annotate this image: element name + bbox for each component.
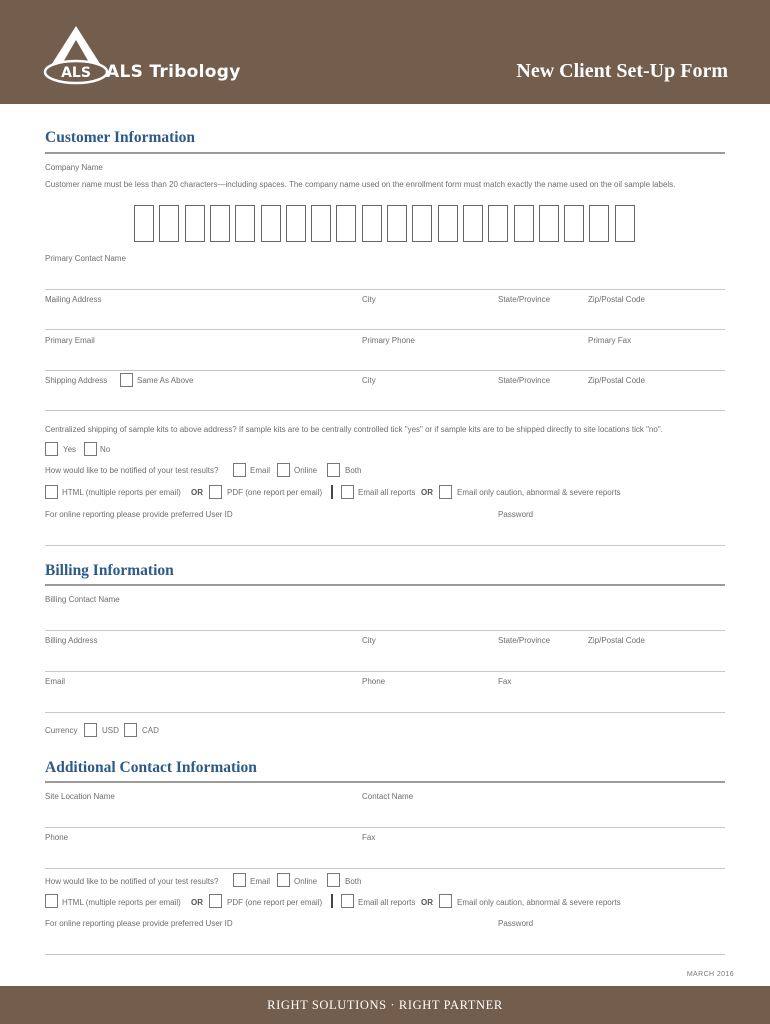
company-name-char-box[interactable] xyxy=(362,205,382,242)
company-name-char-box[interactable] xyxy=(412,205,432,242)
company-name-char-box[interactable] xyxy=(387,205,407,242)
currency-label: Currency xyxy=(45,726,78,735)
option-separator xyxy=(331,485,333,499)
usd-label: USD xyxy=(102,726,119,735)
contact-name-label: Contact Name xyxy=(362,792,414,801)
user-id-field[interactable] xyxy=(45,545,725,546)
both-notify-checkbox[interactable] xyxy=(327,463,340,477)
user-id-label: For online reporting please provide preferred User ID xyxy=(45,510,233,519)
company-name-char-box[interactable] xyxy=(210,205,230,242)
site-location-field[interactable] xyxy=(45,827,725,828)
pdf-report-checkbox[interactable] xyxy=(209,485,222,499)
billing-contact-field[interactable] xyxy=(45,630,725,631)
pdf-report-checkbox[interactable] xyxy=(209,894,222,908)
shipping-state-label: State/Province xyxy=(498,376,551,385)
html-report-label: HTML (multiple reports per email) xyxy=(62,898,181,907)
email-all-label: Email all reports xyxy=(358,488,416,497)
cad-checkbox[interactable] xyxy=(124,723,137,737)
email-caution-checkbox[interactable] xyxy=(439,894,452,908)
zip-label: Zip/Postal Code xyxy=(588,295,645,304)
mailing-address-label: Mailing Address xyxy=(45,295,102,304)
billing-email-field[interactable] xyxy=(45,712,725,713)
email-all-label: Email all reports xyxy=(358,898,416,907)
billing-fax-label: Fax xyxy=(498,677,512,686)
company-name-char-box[interactable] xyxy=(311,205,331,242)
site-location-label: Site Location Name xyxy=(45,792,115,801)
online-notify-checkbox[interactable] xyxy=(277,873,290,887)
primary-fax-label: Primary Fax xyxy=(588,336,632,345)
notify-question: How would like to be notified of your test results? xyxy=(45,877,219,886)
page-header xyxy=(0,0,770,104)
billing-zip-label: Zip/Postal Code xyxy=(588,636,645,645)
user-id-label: For online reporting please provide preferred User ID xyxy=(45,919,233,928)
additional-phone-label: Phone xyxy=(45,833,69,842)
password-label: Password xyxy=(498,919,534,928)
email-caution-checkbox[interactable] xyxy=(439,485,452,499)
billing-contact-label: Billing Contact Name xyxy=(45,595,120,604)
both-notify-label: Both xyxy=(345,877,362,886)
company-name-char-box[interactable] xyxy=(261,205,281,242)
html-report-checkbox[interactable] xyxy=(45,485,58,499)
page-footer xyxy=(0,986,770,1024)
company-name-char-box[interactable] xyxy=(514,205,534,242)
company-name-char-box[interactable] xyxy=(185,205,205,242)
or-label: OR xyxy=(421,898,433,907)
email-all-checkbox[interactable] xyxy=(341,894,354,908)
company-name-note: Customer name must be less than 20 characters—including spaces. The company name used on the enrollment form must match exactly the name used on the oil sample labels. xyxy=(45,180,676,189)
email-notify-label: Email xyxy=(250,466,271,475)
state-label: State/Province xyxy=(498,295,551,304)
company-name-char-box[interactable] xyxy=(134,205,154,242)
user-id-field[interactable] xyxy=(45,954,725,955)
company-name-char-box[interactable] xyxy=(539,205,559,242)
pdf-report-label: PDF (one report per email) xyxy=(227,898,323,907)
online-notify-checkbox[interactable] xyxy=(277,463,290,477)
company-name-char-box[interactable] xyxy=(615,205,635,242)
additional-section-title: Additional Contact Information xyxy=(45,759,257,776)
notify-question: How would like to be notified of your test results? xyxy=(45,466,219,475)
billing-city-label: City xyxy=(362,636,376,645)
or-label: OR xyxy=(191,898,203,907)
cad-label: CAD xyxy=(142,726,159,735)
email-notify-checkbox[interactable] xyxy=(233,873,246,887)
yes-checkbox[interactable] xyxy=(45,442,58,456)
shipping-address-label: Shipping Address xyxy=(45,376,108,385)
section-divider xyxy=(45,152,725,154)
company-name-label: Company Name xyxy=(45,163,103,172)
online-notify-label: Online xyxy=(294,466,318,475)
option-separator xyxy=(331,894,333,908)
same-as-above-label: Same As Above xyxy=(137,376,194,385)
company-name-char-box[interactable] xyxy=(463,205,483,242)
billing-state-label: State/Province xyxy=(498,636,551,645)
pdf-report-label: PDF (one report per email) xyxy=(227,488,323,497)
billing-email-label: Email xyxy=(45,677,66,686)
footer-tagline: RIGHT SOLUTIONS · RIGHT PARTNER xyxy=(267,998,503,1012)
billing-address-label: Billing Address xyxy=(45,636,98,645)
email-all-checkbox[interactable] xyxy=(341,485,354,499)
same-as-above-checkbox[interactable] xyxy=(120,373,133,387)
billing-phone-label: Phone xyxy=(362,677,386,686)
email-notify-checkbox[interactable] xyxy=(233,463,246,477)
shipping-address-field[interactable] xyxy=(45,410,725,411)
both-notify-checkbox[interactable] xyxy=(327,873,340,887)
company-name-char-box[interactable] xyxy=(564,205,584,242)
primary-phone-label: Primary Phone xyxy=(362,336,415,345)
primary-contact-field[interactable] xyxy=(45,289,725,290)
email-notify-label: Email xyxy=(250,877,271,886)
billing-section-title: Billing Information xyxy=(45,562,174,579)
brand-name: ALS Tribology xyxy=(106,62,241,82)
revision-date: MARCH 2016 xyxy=(686,971,734,978)
company-name-char-box[interactable] xyxy=(488,205,508,242)
customer-section-title: Customer Information xyxy=(45,129,195,146)
primary-email-field[interactable] xyxy=(45,370,725,371)
additional-fax-label: Fax xyxy=(362,833,376,842)
company-name-char-box[interactable] xyxy=(438,205,458,242)
no-label: No xyxy=(100,445,111,454)
html-report-label: HTML (multiple reports per email) xyxy=(62,488,181,497)
mailing-address-field[interactable] xyxy=(45,329,725,330)
city-label: City xyxy=(362,295,376,304)
shipping-zip-label: Zip/Postal Code xyxy=(588,376,645,385)
shipping-city-label: City xyxy=(362,376,376,385)
both-notify-label: Both xyxy=(345,466,362,475)
form-title: New Client Set-Up Form xyxy=(516,60,728,82)
centralized-shipping-note: Centralized shipping of sample kits to above address? If sample kits are to be centrally controlled tick "yes" or if sample kits are to be shipped directly to site locations tick "no". xyxy=(45,425,663,434)
usd-checkbox[interactable] xyxy=(84,723,97,737)
online-notify-label: Online xyxy=(294,877,318,886)
company-name-char-box[interactable] xyxy=(589,205,609,242)
email-caution-label: Email only caution, abnormal & severe reports xyxy=(457,898,621,907)
company-name-char-box[interactable] xyxy=(235,205,255,242)
section-divider xyxy=(45,584,725,586)
or-label: OR xyxy=(421,488,433,497)
additional-phone-field[interactable] xyxy=(45,868,725,869)
svg-text:ALS: ALS xyxy=(61,65,91,81)
or-label: OR xyxy=(191,488,203,497)
company-name-char-box[interactable] xyxy=(286,205,306,242)
primary-email-label: Primary Email xyxy=(45,336,95,345)
yes-label: Yes xyxy=(63,445,77,454)
no-checkbox[interactable] xyxy=(84,442,97,456)
primary-contact-label: Primary Contact Name xyxy=(45,254,126,263)
section-divider xyxy=(45,781,725,783)
html-report-checkbox[interactable] xyxy=(45,894,58,908)
email-caution-label: Email only caution, abnormal & severe reports xyxy=(457,488,621,497)
password-label: Password xyxy=(498,510,534,519)
company-name-char-box[interactable] xyxy=(159,205,179,242)
company-name-char-box[interactable] xyxy=(336,205,356,242)
billing-address-field[interactable] xyxy=(45,671,725,672)
